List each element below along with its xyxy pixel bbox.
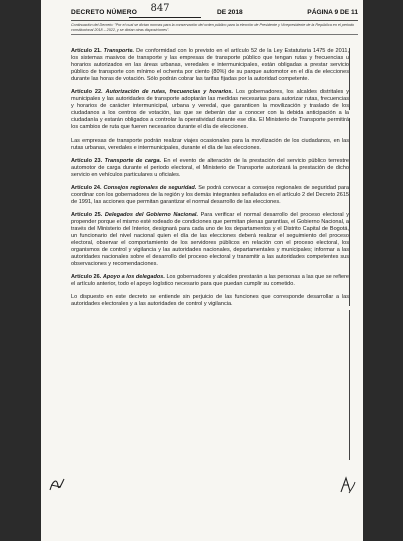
page-number: PÁGINA 9 DE 11 bbox=[307, 9, 358, 16]
article-paragraph bbox=[71, 138, 349, 152]
article-text: Lo dispuesto en este decreto se entiende sin perjuicio de las funciones que corresponde desarrollar a las autoridades electorales y a las autoridades de control y vigilancia. bbox=[71, 294, 349, 308]
article-number: Artículo 21. bbox=[71, 48, 102, 54]
decree-label: DECRETO NÚMERO bbox=[71, 9, 138, 16]
article-paragraph bbox=[71, 212, 349, 268]
article-heading: Transporte de carga. bbox=[104, 157, 162, 164]
article-heading: Delegados del Gobierno Nacional. bbox=[104, 211, 199, 218]
margin-bracket bbox=[346, 48, 350, 110]
article-heading: Autorización de rutas, frecuencias y horarios. bbox=[105, 89, 234, 96]
article-text: Las empresas de transporte podrán realizar viajes ocasionales para la movilización de los ciudadanos, en las rutas urbanas, veredales e intermunicipales, durante el día de las elecciones. bbox=[71, 137, 349, 151]
article-heading: Apoyo a los delegados. bbox=[102, 274, 165, 281]
article-text: Los gobernadores y alcaldes prestarán a las personas a las que se refiere el artículo anterior, todo el apoyo logístico necesario para que puedan cumplir su cometido. bbox=[71, 274, 350, 288]
article-number: Artículo 23. bbox=[71, 157, 103, 164]
header-rule bbox=[71, 20, 358, 21]
article-number: Artículo 26. bbox=[71, 274, 102, 281]
article-text: De conformidad con lo previsto en el artículo 52 de la Ley Estatutaria 1475 de 2011, los sistemas masivos de transporte y las empresas de transporte público que tengan rutas y frecuencias u horarios autorizados en las áreas urbanas, veredales e intermunicipales, están obligadas a prestar servicio público de transporte con mínimo el ochenta por ciento (80%) de su parque automotor en el día de elecciones durante las horas de votación. Sólo podrán cobrar las tarifas fijadas por la autoridad competente. bbox=[71, 48, 349, 83]
handwritten-initial-icon bbox=[47, 474, 67, 494]
number-underline bbox=[129, 17, 201, 18]
article-paragraph bbox=[71, 294, 349, 308]
article-heading: Consejos regionales de seguridad. bbox=[103, 184, 197, 191]
continuation-rule bbox=[71, 34, 358, 35]
document-page bbox=[41, 0, 363, 541]
article-text: En el evento de alteración de la prestación del servicio público terrestre automotor de carga durante el periodo electoral, el Ministerio de Transporte autorizará la prestación de dicho servicio en vehículos particulares u oficiales. bbox=[71, 157, 350, 178]
continuation-note: Continuación del Decreto: "Por el cual se dictan normas para la conservación del orden público para la elección de Presidente y Vicepresidente de la República en el periodo constitucional 2018 – 2022, y se dictan otras disposiciones". bbox=[71, 23, 355, 32]
article-text: Los gobernadores, los alcaldes distritales y municipales y las autoridades de transporte adoptarán las medidas necesarias para autorizar rutas, frecuencias y horarios de carácter intermunicipal, urbana y veredal, que garanticen la movilización y traslado de los ciudadanos a los centros de votación, las que se deberán dar a conocer con la debida anticipación a la ciudadanía y estarán obligados a controlar la operatividad durante ese día. El Ministerio de Transporte permitirá los cambios de ruta que fueren necesarios durante el día de elecciones. bbox=[71, 89, 350, 131]
article-text: Se podrá convocar a consejos regionales de seguridad para coordinar con los gobernadores de la región y los demás integrantes señalados en el artículo 2 del Decreto 2615 de 1991, las acciones que permitan garantizar el normal desarrollo de las elecciones. bbox=[71, 184, 349, 205]
document-body bbox=[71, 48, 349, 314]
article-number: Artículo 22. bbox=[71, 89, 103, 96]
article-number: Artículo 25. bbox=[71, 211, 103, 218]
article-heading: Transporte. bbox=[103, 48, 135, 54]
article-number: Artículo 24. bbox=[71, 184, 102, 191]
article-paragraph bbox=[71, 158, 349, 179]
article-paragraph bbox=[71, 274, 349, 288]
handwritten-initial-icon bbox=[337, 474, 357, 496]
margin-bracket bbox=[346, 118, 350, 306]
margin-bracket bbox=[346, 310, 350, 460]
article-paragraph bbox=[71, 48, 349, 83]
article-paragraph bbox=[71, 185, 349, 206]
decree-number: 847 bbox=[150, 3, 170, 14]
article-text: Para verificar el normal desarrollo del proceso electoral y propender porque el mismo esté rodeado de condiciones que permitan plenas garantías, el Gobierno Nacional, a través del Ministerio del Interior, designará para cada uno de los departamentos y el Distrito Capital de Bogotá, un funcionario del nivel nacional quien el día de las elecciones deberá realizar el seguimiento del proceso electoral, observar el comportamiento de los servidores públicos en relación con el proceso electoral, los organismos de control y vigilancia y las autoridades nacionales, departamentales y municipales; informar a las autoridades nacionales sobre el desarrollo del proceso electoral y transmitir a las autoridades competentes sus observaciones y recomendaciones. bbox=[71, 211, 349, 268]
decree-year: DE 2018 bbox=[217, 9, 243, 16]
article-paragraph bbox=[71, 89, 349, 131]
